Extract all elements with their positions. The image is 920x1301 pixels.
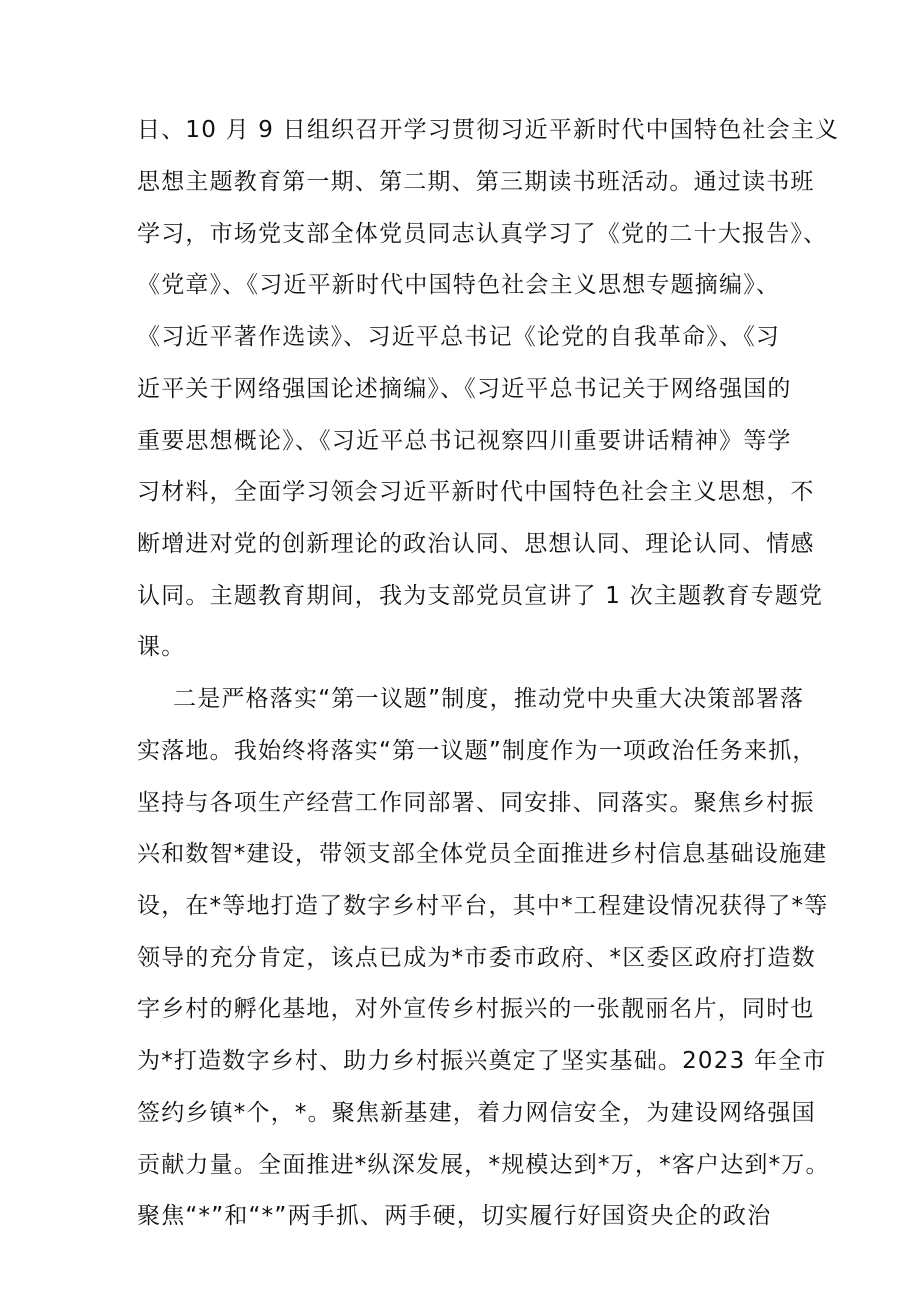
paragraph-2-line: 设，在*等地打造了数字乡村平台，其中*工程建设情况获得了*等 bbox=[137, 893, 829, 919]
paragraph-2-line: 二是严格落实“第一议题”制度，推动党中央重大决策部署落 bbox=[173, 686, 805, 712]
paragraph-1-line: 学习，市场党支部全体党员同志认真学习了《党的二十大报告》、 bbox=[137, 221, 828, 247]
paragraph-1-line: 断增进对党的创新理论的政治认同、思想认同、理论认同、情感 bbox=[137, 531, 815, 557]
paragraph-1-line: 日、10 月 9 日组织召开学习贯彻习近平新时代中国特色社会主义 bbox=[137, 117, 840, 143]
paragraph-2-line: 实落地。我始终将落实“第一议题”制度作为一项政治任务来抓， bbox=[137, 738, 817, 764]
paragraph-1-line: 课。 bbox=[137, 634, 186, 660]
paragraph-2-line: 为*打造数字乡村、助力乡村振兴奠定了坚实基础。2023 年全市 bbox=[137, 1048, 827, 1074]
paragraph-2-line: 领导的充分肯定，该点已成为*市委市政府、*区委区政府打造数 bbox=[137, 945, 816, 971]
paragraph-1-line: 近平关于网络强国论述摘编》、《习近平总书记关于网络强国的 bbox=[137, 376, 792, 402]
paragraph-1-line: 认同。主题教育期间，我为支部党员宣讲了 1 次主题教育专题党 bbox=[137, 583, 824, 609]
paragraph-2-line: 坚持与各项生产经营工作同部署、同安排、同落实。聚焦乡村振 bbox=[137, 790, 815, 816]
paragraph-1-line: 《习近平著作选读》、习近平总书记《论党的自我革命》、《习 bbox=[137, 324, 781, 350]
paragraph-1-line: 习材料，全面学习领会习近平新时代中国特色社会主义思想，不 bbox=[137, 479, 815, 505]
paragraph-1-line: 《党章》、《习近平新时代中国特色社会主义思想专题摘编》、 bbox=[137, 272, 781, 298]
paragraph-1-line: 思想主题教育第一期、第二期、第三期读书班活动。通过读书班 bbox=[137, 169, 815, 195]
paragraph-2-line: 聚焦“*”和“*”两手抓、两手硬，切实履行好国资央企的政治 bbox=[137, 1203, 772, 1229]
paragraph-1-line: 重要思想概论》、《习近平总书记视察四川重要讲话精神》等学 bbox=[137, 428, 792, 454]
paragraph-2-line: 贡献力量。全面推进*纵深发展，*规模达到*万，*客户达到*万。 bbox=[137, 1152, 830, 1178]
paragraph-2-line: 字乡村的孵化基地，对外宣传乡村振兴的一张靓丽名片，同时也 bbox=[137, 996, 815, 1022]
paragraph-2-line: 签约乡镇*个，*。聚焦新基建，着力网信安全，为建设网络强国 bbox=[137, 1100, 816, 1126]
paragraph-2-line: 兴和数智*建设，带领支部全体党员全面推进乡村信息基础设施建 bbox=[137, 841, 828, 867]
